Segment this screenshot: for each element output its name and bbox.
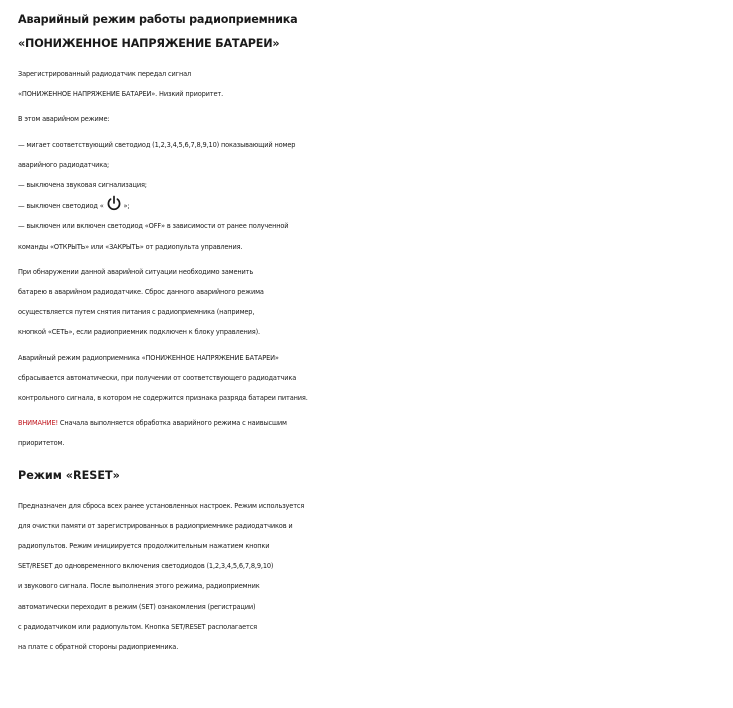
warning-label: ВНИМАНИЕ! xyxy=(18,419,58,428)
bullet-list xyxy=(18,135,730,257)
bullet-item-continuation: команды «ОТКРЫТЬ» или «ЗАКРЫТЬ» от радиопульта управления. xyxy=(18,242,243,251)
reset-paragraph: Предназначен для сброса всех ранее установленных настроек. Режим используется для очистки памяти от зарегистрированных в радиоприемнике радиодатчиков и радиопультов. Режим инициируется продолжительным нажатием кнопки SET/RESET до одновременного включения светодиодов (1,2,3,4,5,6,7,8,9,10) и звукового сигнала. После выполнения этого режима, радиоприемник автоматически переходит в режим (SET) ознакомления (регистрации) с радиодатчиком или радиопультом. Кнопка SET/RESET располагается на плате с обратной стороны радиоприемника. xyxy=(18,501,305,652)
document-page xyxy=(18,8,730,661)
section-title-reset: Режим «RESET» xyxy=(18,468,120,482)
title-line-1: Аварийный режим работы радиоприемника xyxy=(18,13,298,26)
bullet-item: — выключен или включен светодиод «OFF» в зависимости от ранее полученной xyxy=(18,222,289,231)
bullet-item: — выключен светодиод « »; xyxy=(18,195,730,216)
bullet-item: — мигает соответствующий светодиод (1,2,3,4,5,6,7,8,9,10) показывающий номер xyxy=(18,140,296,149)
warning-paragraph: ВНИМАНИЕ! Сначала выполняется обработка аварийного режима с наивысшим приоритетом. xyxy=(18,419,287,448)
section-title-battery xyxy=(18,8,730,56)
detection-paragraph: При обнаружении данной аварийной ситуации необходимо заменить батарею в аварийном радиодатчике. Сброс данного аварийного режима осуществляется путем снятия питания с радиоприемника (например, кнопкой «СЕТЬ», если радиоприемник подключен к блоку управления). xyxy=(18,267,264,337)
bullet-item: — выключена звуковая сигнализация; xyxy=(18,181,147,190)
mode-heading: В этом аварийном режиме: xyxy=(18,115,110,124)
auto-reset-paragraph: Аварийный режим радиоприемника «ПОНИЖЕННОЕ НАПРЯЖЕНИЕ БАТАРЕИ» сбрасывается автоматически, при получении от соответствующего радиодатчика контрольного сигнала, в котором не содержится признака разряда батареи питания. xyxy=(18,353,308,403)
intro-paragraph xyxy=(18,64,730,104)
bullet-item-continuation: аварийного радиодатчика; xyxy=(18,160,110,169)
intro-line: Зарегистрированный радиодатчик передал сигнал xyxy=(18,70,192,78)
power-icon xyxy=(106,195,122,211)
intro-line: «ПОНИЖЕННОЕ НАПРЯЖЕНИЕ БАТАРЕИ». Низкий приоритет. xyxy=(18,90,224,99)
title-line-2: «ПОНИЖЕННОЕ НАПРЯЖЕНИЕ БАТАРЕИ» xyxy=(18,37,280,50)
